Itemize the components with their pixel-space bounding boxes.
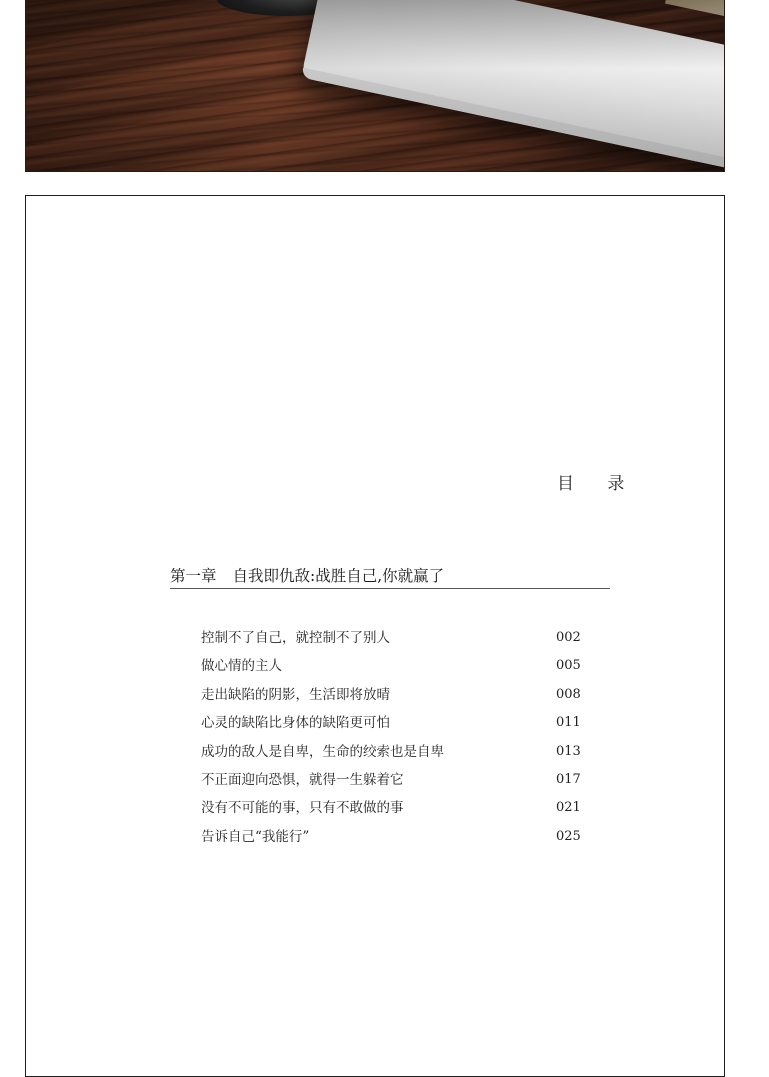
toc-item [201,742,581,770]
toc-item-page: 021 [556,800,581,816]
toc-item-label: 心灵的缺陷比身体的缺陷更可怕 [201,715,390,732]
toc-list [201,628,581,855]
toc-item-page: 008 [556,686,581,702]
toc-item-page: 005 [556,658,581,674]
chapter-divider [170,588,610,589]
chapter-title: 自我即仇敌:战胜自己,你就赢了 [232,567,445,585]
toc-item [201,713,581,741]
toc-item-page: 017 [556,771,581,787]
toc-item [201,770,581,798]
toc-item [201,798,581,826]
photo-shade [26,0,724,171]
toc-item-label: 做心情的主人 [201,658,282,675]
toc-item-page: 013 [556,743,581,759]
toc-title: 目 录 [557,474,639,494]
toc-item-page: 011 [556,715,581,731]
toc-item [201,628,581,656]
toc-item-label: 成功的敌人是自卑，生命的绞索也是自卑 [201,743,444,760]
toc-item-label: 不正面迎向恐惧，就得一生躲着它 [201,771,404,788]
toc-item-page: 025 [556,828,581,844]
chapter-number: 第一章 [170,567,217,585]
toc-item-label: 没有不可能的事，只有不敢做的事 [201,800,404,817]
toc-page [25,195,725,1077]
toc-item-label: 告诉自己“我能行” [201,828,310,845]
toc-item [201,827,581,855]
chapter-heading [170,564,610,586]
toc-item-label: 控制不了自己，就控制不了别人 [201,630,390,646]
product-photo [25,0,725,172]
toc-item-label: 走出缺陷的阴影，生活即将放晴 [201,686,390,703]
toc-item [201,685,581,713]
toc-item [201,656,581,684]
toc-item-page: 002 [556,630,581,645]
